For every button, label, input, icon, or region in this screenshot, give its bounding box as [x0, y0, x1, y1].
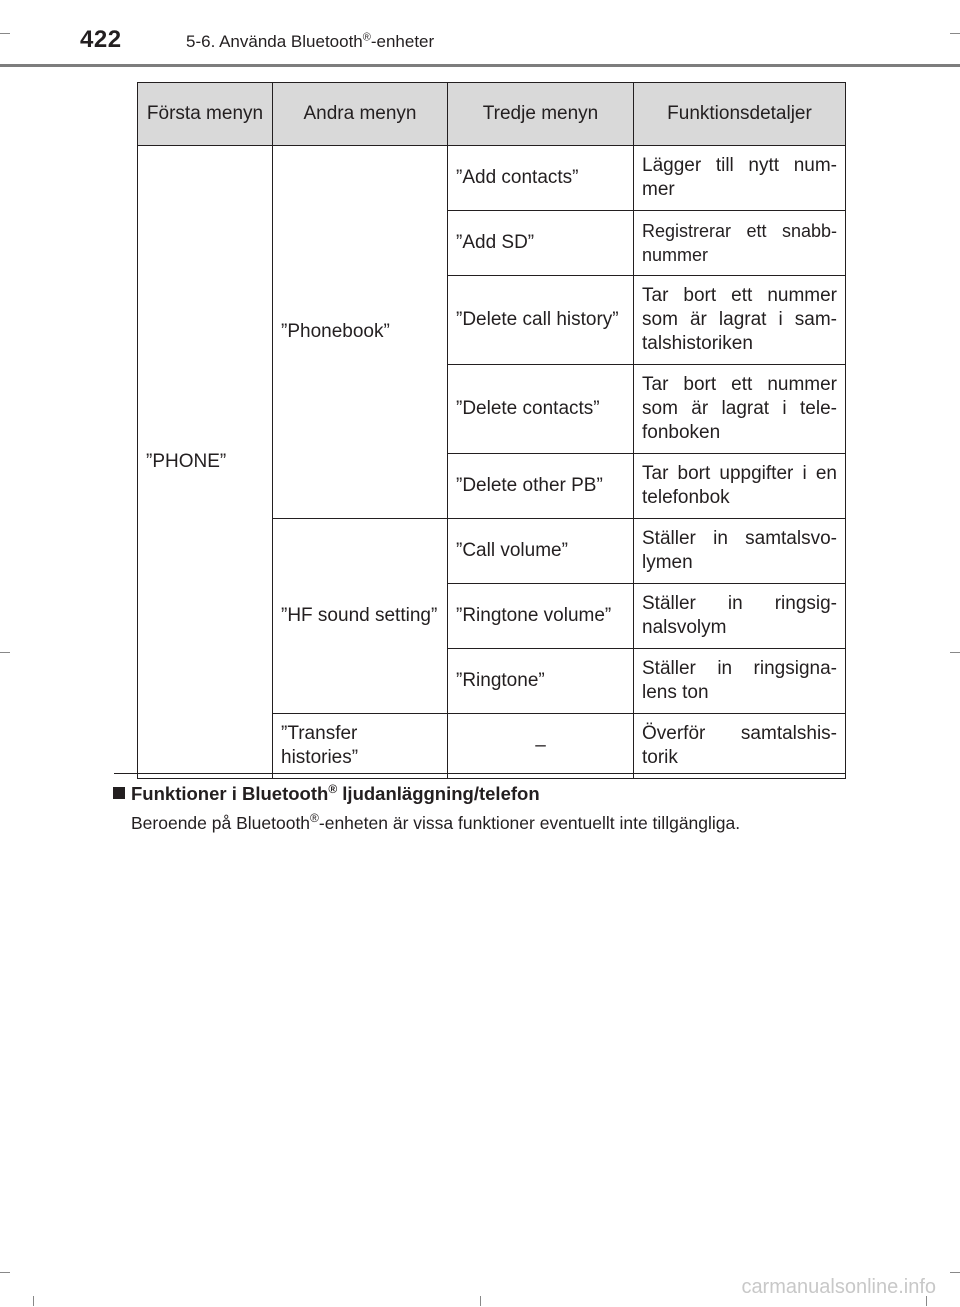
second-menu-cell: ”HF sound setting”: [273, 519, 448, 714]
detail-cell: Registrerar ett snabb-nummer: [634, 211, 846, 276]
column-header-function-details: Funktionsdetaljer: [634, 83, 846, 146]
crop-mark: [0, 1272, 10, 1273]
page-number: 422: [80, 26, 122, 53]
crop-mark: [33, 1296, 34, 1306]
body-note: Beroende på Bluetooth®-enheten är vissa funktioner eventuellt inte tillgängliga.: [131, 811, 741, 833]
third-menu-cell: ”Add SD”: [448, 211, 634, 276]
third-menu-cell: –: [448, 714, 634, 779]
detail-cell: Ställer in ringsig-nalsvolym: [634, 584, 846, 649]
second-menu-cell: ”Phonebook”: [273, 146, 448, 519]
page-header: [0, 0, 960, 70]
third-menu-cell: ”Ringtone volume”: [448, 584, 634, 649]
detail-cell: Tar bort uppgifter i en telefonbok: [634, 454, 846, 519]
detail-cell: Lägger till nytt num-mer: [634, 146, 846, 211]
header-rule: [0, 64, 960, 67]
third-menu-cell: ”Delete call history”: [448, 276, 634, 365]
crop-mark: [950, 652, 960, 653]
third-menu-cell: ”Add contacts”: [448, 146, 634, 211]
detail-cell: Överför samtalshis-torik: [634, 714, 846, 779]
crop-mark: [0, 652, 10, 653]
crop-mark: [950, 1272, 960, 1273]
third-menu-cell: ”Call volume”: [448, 519, 634, 584]
detail-cell: Tar bort ett nummer som är lagrat i tele-fonboken: [634, 365, 846, 454]
square-bullet-icon: [113, 787, 125, 799]
first-menu-cell: ”PHONE”: [138, 146, 273, 779]
third-menu-cell: ”Delete contacts”: [448, 365, 634, 454]
crop-mark: [480, 1296, 481, 1306]
column-header-first-menu: Första menyn: [138, 83, 273, 146]
sub-heading: Funktioner i Bluetooth® ljudanläggning/telefon: [113, 783, 540, 805]
table-header-row: [138, 83, 846, 146]
section-title: 5-6. Använda Bluetooth®-enheter: [186, 31, 435, 51]
third-menu-cell: ”Delete other PB”: [448, 454, 634, 519]
detail-cell: Ställer in samtalsvo-lymen: [634, 519, 846, 584]
detail-cell: Tar bort ett nummer som är lagrat i sam-talshistoriken: [634, 276, 846, 365]
second-menu-cell: ”Transfer histories”: [273, 714, 448, 779]
third-menu-cell: ”Ringtone”: [448, 649, 634, 714]
detail-cell: Ställer in ringsigna-lens ton: [634, 649, 846, 714]
table-row: [138, 146, 846, 211]
column-header-second-menu: Andra menyn: [273, 83, 448, 146]
column-header-third-menu: Tredje menyn: [448, 83, 634, 146]
watermark: carmanualsonline.info: [741, 1276, 936, 1298]
menu-table: [137, 82, 846, 779]
section-divider: [114, 773, 845, 774]
